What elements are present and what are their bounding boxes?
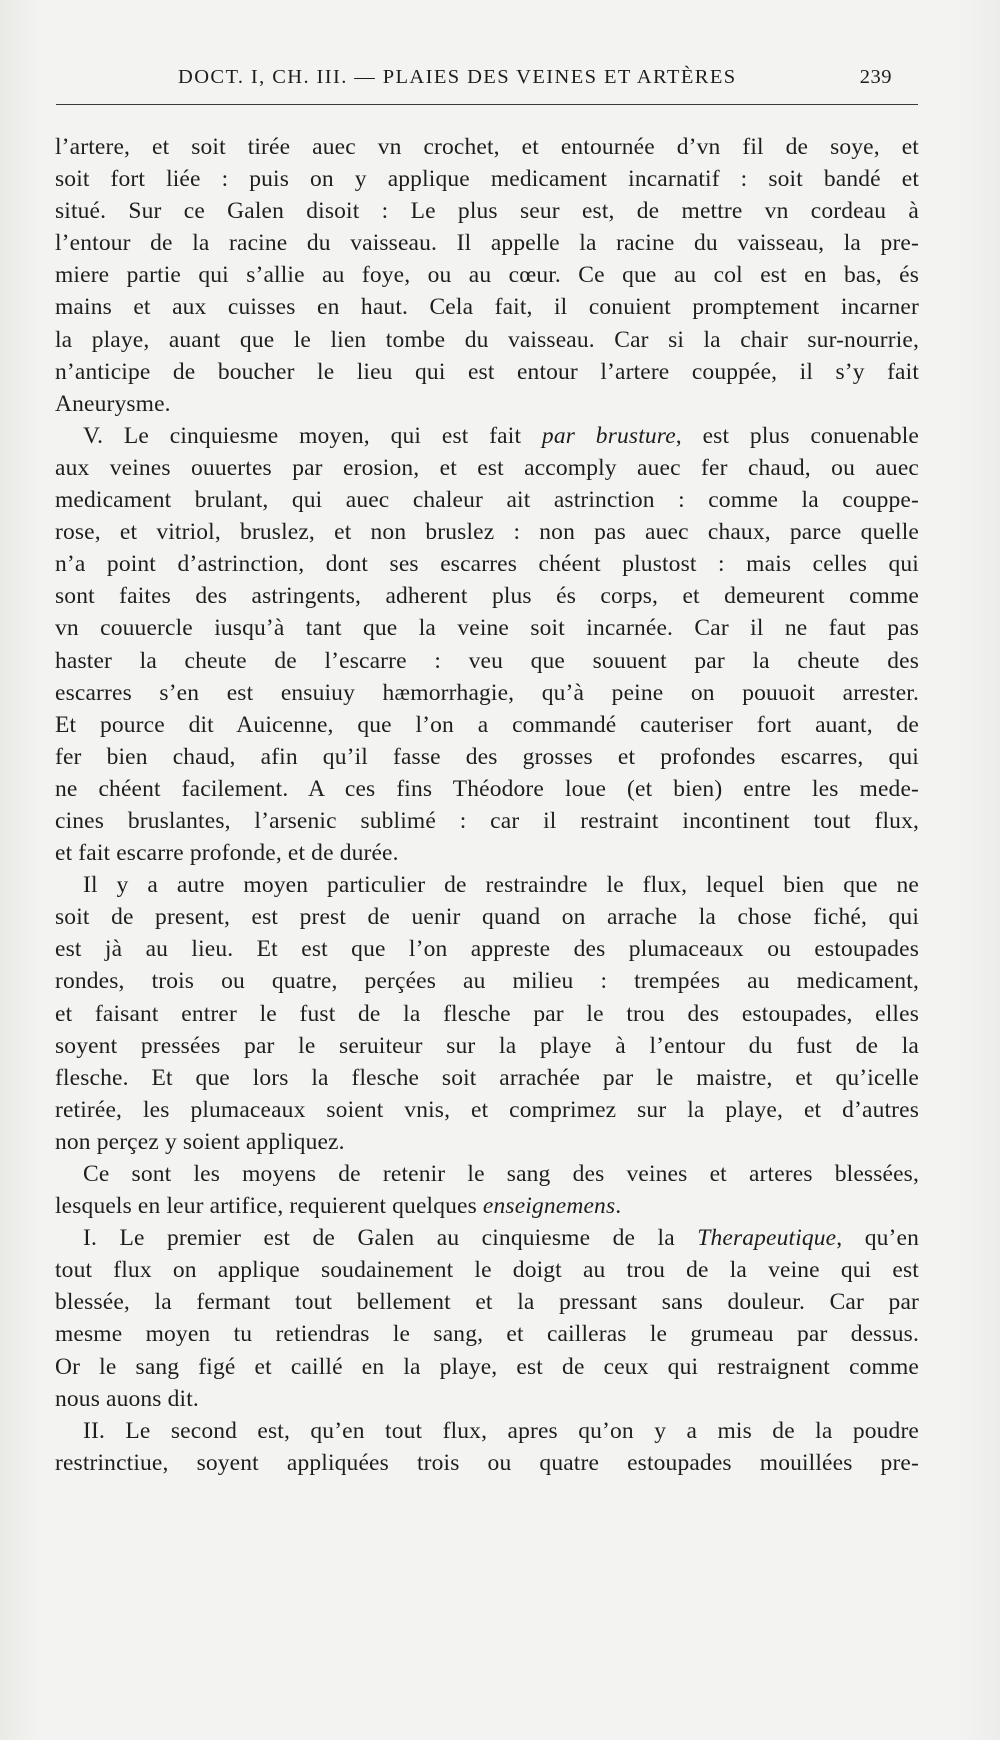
- text-line: ne chéent facilement. A ces fins Théodore loue (et bien) entre les mede-: [55, 775, 919, 802]
- text-line: Ce sont les moyens de retenir le sang des veines et arteres blessées,: [83, 1161, 919, 1187]
- text-line: situé. Sur ce Galen disoit : Le plus seur est, de mettre vn cordeau à: [55, 198, 919, 225]
- text-line: n’a point d’astrinction, dont ses escarres chéent plustost : mais celles qui: [55, 551, 919, 578]
- text-line: fer bien chaud, afin qu’il fasse des grosses et profondes escarres, qui: [55, 743, 919, 770]
- text-segment: V. Le cinquiesme moyen, qui est fait: [83, 422, 542, 449]
- page-number: 239: [859, 66, 892, 88]
- text-segment: lesquels en leur artifice, requierent quelques: [55, 1193, 483, 1220]
- text-line: l’artere, et soit tirée auec vn crochet, et entournée d’vn fil de soye, et: [55, 134, 919, 160]
- text-line: l’entour de la racine du vaisseau. Il appelle la racine du vaisseau, la pre-: [55, 230, 919, 257]
- text-line: medicament brulant, qui auec chaleur ait astrinction : comme la couppe-: [55, 487, 919, 514]
- text-line: restrinctiue, soyent appliquées trois ou quatre estoupades mouillées pre-: [55, 1449, 919, 1476]
- text-line: n’anticipe de boucher le lieu qui est entour l’artere couppée, il s’y fait: [55, 358, 919, 385]
- text-line: tout flux on applique soudainement le doigt au trou de la veine qui est: [55, 1257, 919, 1284]
- italic-term: enseignemens: [482, 1193, 616, 1220]
- text-line: escarres s’en est ensuiuy hæmorrhagie, qu’à peine on pouuoit arrester.: [55, 679, 919, 706]
- text-line: vn couuercle iusqu’à tant que la veine soit incarnée. Car il ne faut pas: [55, 615, 919, 642]
- text-line: et faisant entrer le fust de la flesche par le trou des estoupades, elles: [55, 1000, 919, 1027]
- text-segment: , qu’en: [836, 1225, 919, 1252]
- text-line: la playe, auant que le lien tombe du vaisseau. Car si la chair sur-nourrie,: [55, 326, 919, 353]
- text-line: nous auons dit.: [55, 1385, 199, 1412]
- text-line: non perçez y soient appliquez.: [55, 1128, 345, 1155]
- text-line: est jà au lieu. Et est que l’on appreste des plumaceaux ou estoupades: [55, 936, 919, 963]
- text-line: soyent pressées par le seruiteur sur la playe à l’entour du fust de la: [55, 1032, 919, 1059]
- text-line: rondes, trois ou quatre, perçées au milieu : trempées au medicament,: [55, 968, 919, 995]
- text-line: Or le sang figé et caillé en la playe, est de ceux qui restraignent comme: [55, 1353, 919, 1380]
- text-line: cines bruslantes, l’arsenic sublimé : car il restraint incontinent tout flux,: [55, 807, 919, 834]
- text-line: haster la cheute de l’escarre : veu que souuent par la cheute des: [55, 647, 919, 674]
- italic-term: par brusture: [541, 422, 676, 449]
- text-line: Et pource dit Auicenne, que l’on a commandé cauteriser fort auant, de: [55, 711, 919, 738]
- text-segment: , est plus conuenable: [675, 422, 919, 449]
- text-line: Aneurysme.: [55, 390, 171, 417]
- header-rule: [56, 104, 918, 105]
- italic-term: Therapeutique: [697, 1225, 837, 1252]
- text-line: soit fort liée : puis on y applique medicament incarnatif : soit bandé et: [55, 166, 919, 193]
- text-line: flesche. Et que lors la flesche soit arrachée par le maistre, et qu’icelle: [55, 1064, 919, 1091]
- running-header: [56, 66, 918, 98]
- text-line: mesme moyen tu retiendras le sang, et cailleras le grumeau par dessus.: [55, 1321, 919, 1348]
- text-line: retirée, les plumaceaux soient vnis, et comprimez sur la playe, et d’autres: [55, 1096, 919, 1123]
- text-line: miere partie qui s’allie au foye, ou au cœur. Ce que au col est en bas, és: [55, 262, 919, 289]
- text-line: Il y a autre moyen particulier de restraindre le flux, lequel bien que ne: [83, 872, 919, 899]
- text-segment: I. Le premier est de Galen au cinquiesme de la: [83, 1225, 698, 1252]
- text-line: soit de present, est prest de uenir quand on arrache la chose fiché, qui: [55, 904, 919, 931]
- text-line: rose, et vitriol, bruslez, et non bruslez : non pas auec chaux, parce quelle: [55, 519, 919, 546]
- text-line: et fait escarre profonde, et de durée.: [55, 840, 399, 867]
- body-text: [55, 131, 919, 1479]
- text-segment: .: [615, 1193, 622, 1220]
- text-line: II. Le second est, qu’en tout flux, apres qu’on y a mis de la poudre: [83, 1417, 919, 1444]
- text-line: [55, 420, 919, 452]
- text-line: blessée, la fermant tout bellement et la pressant sans douleur. Car par: [55, 1289, 919, 1316]
- text-line: [55, 1190, 919, 1222]
- text-line: [55, 1222, 919, 1254]
- running-title: DOCT. I, CH. III. — PLAIES DES VEINES ET ARTÈRES: [178, 66, 737, 88]
- text-line: aux veines ouuertes par erosion, et est accomply auec fer chaud, ou auec: [55, 454, 919, 481]
- text-line: mains et aux cuisses en haut. Cela fait, il conuient promptement incarner: [55, 294, 919, 321]
- text-line: sont faites des astringents, adherent plus és corps, et demeurent comme: [55, 583, 919, 610]
